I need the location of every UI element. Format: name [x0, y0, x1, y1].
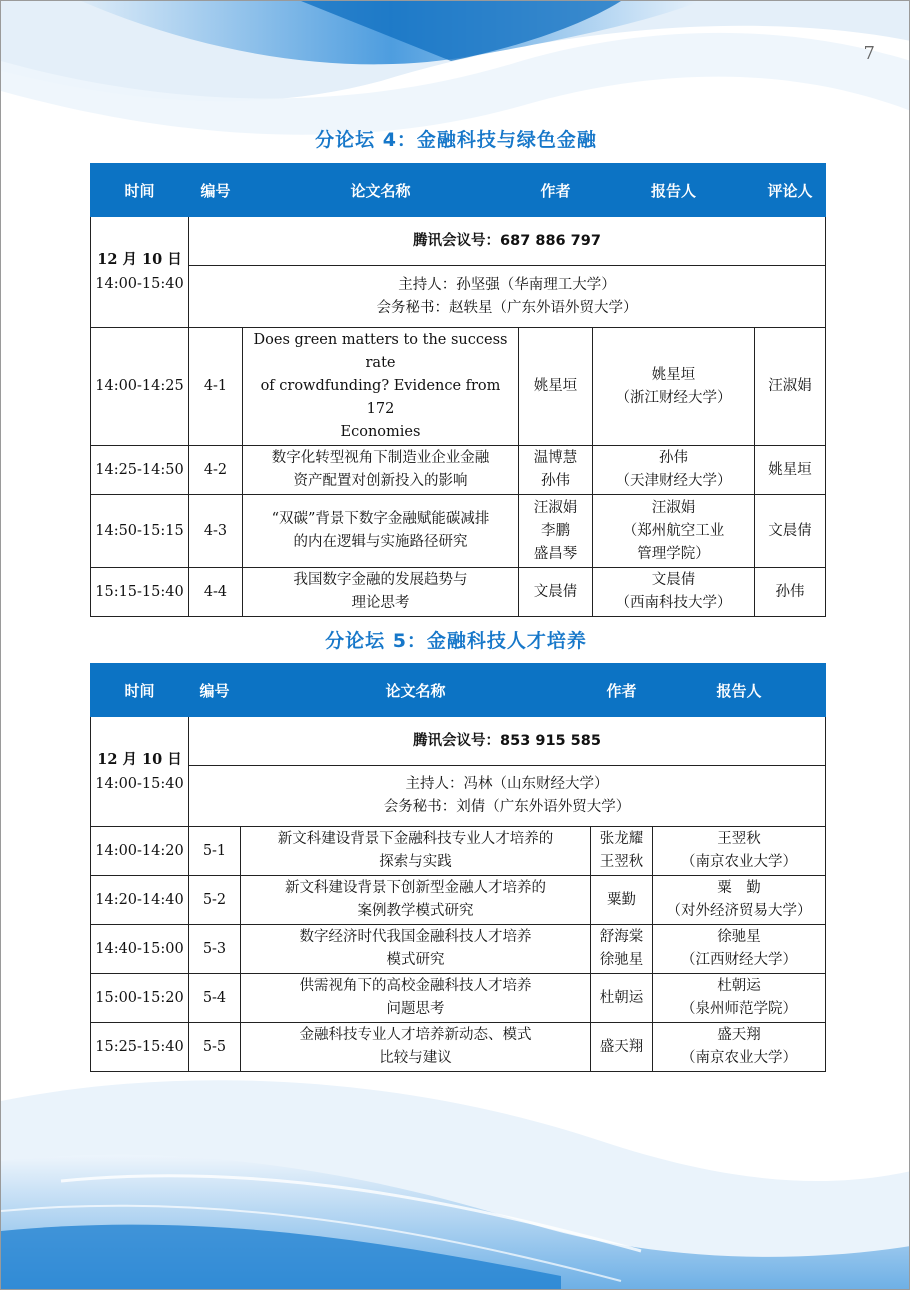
table-row	[91, 446, 826, 495]
row-time: 14:25-14:50	[91, 446, 189, 495]
row-time: 15:15-15:40	[91, 568, 189, 617]
row-reporter: 盛天翔 （南京农业大学）	[653, 1023, 826, 1072]
row-title: “双碳”背景下数字金融赋能碳减排 的内在逻辑与实施路径研究	[243, 495, 519, 568]
row-id: 5-3	[189, 925, 241, 974]
row-reporter: 王翌秋 （南京农业大学）	[653, 827, 826, 876]
table-row	[91, 925, 826, 974]
forum-4-title: 分论坛 4：金融科技与绿色金融	[315, 129, 597, 151]
table-header-row	[91, 664, 826, 717]
page-number: 7	[863, 43, 875, 64]
row-title: 数字经济时代我国金融科技人才培养 模式研究	[241, 925, 591, 974]
row-authors: 舒海棠 徐驰星	[591, 925, 653, 974]
row-authors: 杜朝运	[591, 974, 653, 1023]
row-title: Does green matters to the success rate of crowdfunding? Evidence from 172 Economies	[243, 328, 519, 446]
header-authors: 作者	[591, 664, 653, 717]
row-id: 4-2	[189, 446, 243, 495]
row-title: 数字化转型视角下制造业企业金融 资产配置对创新投入的影响	[243, 446, 519, 495]
row-reporter: 文晨倩 （西南科技大学）	[593, 568, 755, 617]
row-id: 5-2	[189, 876, 241, 925]
row-reviewer: 文晨倩	[755, 495, 826, 568]
header-reporter: 报告人	[593, 164, 755, 217]
table-row	[91, 568, 826, 617]
row-reporter: 孙伟 （天津财经大学）	[593, 446, 755, 495]
row-time: 14:40-15:00	[91, 925, 189, 974]
row-authors: 姚星垣	[519, 328, 593, 446]
table-row	[91, 876, 826, 925]
forum-5-title: 分论坛 5：金融科技人才培养	[325, 630, 587, 652]
session-time: 14:00-15:40	[95, 276, 184, 292]
forum-5-table	[90, 663, 826, 1072]
row-time: 15:00-15:20	[91, 974, 189, 1023]
table-header-row	[91, 164, 826, 217]
row-reporter: 粟 勤 （对外经济贸易大学）	[653, 876, 826, 925]
session-date: 12 月 10 日	[97, 750, 182, 768]
table-row	[91, 1023, 826, 1072]
session-time-cell	[91, 717, 189, 827]
row-time: 14:00-14:20	[91, 827, 189, 876]
row-time: 14:00-14:25	[91, 328, 189, 446]
row-title: 新文科建设背景下金融科技专业人才培养的 探索与实践	[241, 827, 591, 876]
host: 主持人：冯林（山东财经大学）	[405, 776, 609, 792]
secretary: 会务秘书：赵轶星（广东外语外贸大学）	[376, 299, 638, 316]
secretary: 会务秘书：刘倩（广东外语外贸大学）	[383, 799, 631, 815]
row-id: 4-1	[189, 328, 243, 446]
row-authors: 温博慧 孙伟	[519, 446, 593, 495]
header-authors: 作者	[519, 164, 593, 217]
row-id: 4-4	[189, 568, 243, 617]
row-authors: 汪淑娟 李鹏 盛昌琴	[519, 495, 593, 568]
row-id: 5-4	[189, 974, 241, 1023]
row-title: 我国数字金融的发展趋势与 理论思考	[243, 568, 519, 617]
forum-4-table	[90, 163, 826, 617]
row-authors: 粟勤	[591, 876, 653, 925]
row-authors: 盛天翔	[591, 1023, 653, 1072]
row-reporter: 杜朝运 （泉州师范学院）	[653, 974, 826, 1023]
tencent-meeting-id: 腾讯会议号：853 915 585	[189, 717, 826, 766]
table-row	[91, 827, 826, 876]
header-reporter: 报告人	[653, 664, 826, 717]
session-date: 12 月 10 日	[97, 251, 182, 268]
row-time: 15:25-15:40	[91, 1023, 189, 1072]
row-reviewer: 姚星垣	[755, 446, 826, 495]
host: 主持人：孙坚强（华南理工大学）	[398, 276, 616, 293]
row-reviewer: 孙伟	[755, 568, 826, 617]
row-id: 5-5	[189, 1023, 241, 1072]
tencent-meeting-id: 腾讯会议号：687 886 797	[189, 217, 826, 266]
table-row	[91, 974, 826, 1023]
header-title: 论文名称	[243, 164, 519, 217]
header-time: 时间	[91, 664, 189, 717]
row-reporter: 汪淑娟 （郑州航空工业 管理学院）	[593, 495, 755, 568]
header-id: 编号	[189, 664, 241, 717]
header-id: 编号	[189, 164, 243, 217]
row-authors: 张龙耀 王翌秋	[591, 827, 653, 876]
host-secretary-cell	[189, 766, 826, 827]
row-id: 5-1	[189, 827, 241, 876]
row-title: 供需视角下的高校金融科技人才培养 问题思考	[241, 974, 591, 1023]
table-row	[91, 328, 826, 446]
row-reporter: 姚星垣 （浙江财经大学）	[593, 328, 755, 446]
row-title: 新文科建设背景下创新型金融人才培养的 案例教学模式研究	[241, 876, 591, 925]
host-secretary-cell	[189, 266, 826, 328]
row-reporter: 徐驰星 （江西财经大学）	[653, 925, 826, 974]
header-reviewer: 评论人	[755, 164, 826, 217]
session-time: 14:00-15:40	[95, 775, 184, 792]
header-title: 论文名称	[241, 664, 591, 717]
header-time: 时间	[91, 164, 189, 217]
table-row	[91, 495, 826, 568]
row-authors: 文晨倩	[519, 568, 593, 617]
row-title: 金融科技专业人才培养新动态、模式 比较与建议	[241, 1023, 591, 1072]
row-time: 14:20-14:40	[91, 876, 189, 925]
row-id: 4-3	[189, 495, 243, 568]
row-time: 14:50-15:15	[91, 495, 189, 568]
row-reviewer: 汪淑娟	[755, 328, 826, 446]
session-time-cell	[91, 217, 189, 328]
